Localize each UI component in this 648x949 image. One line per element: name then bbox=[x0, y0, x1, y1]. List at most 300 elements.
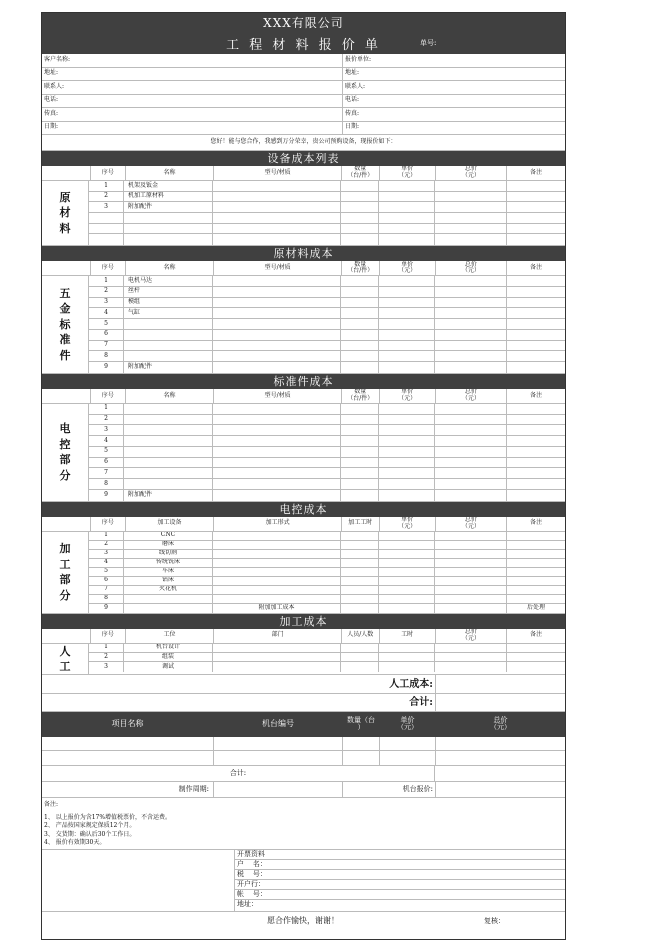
info-right-label: 电话: bbox=[345, 96, 360, 104]
footer-review: 复核： bbox=[484, 916, 505, 925]
row-form bbox=[213, 550, 341, 558]
row-cell[interactable] bbox=[435, 577, 507, 585]
row-cell[interactable] bbox=[435, 568, 507, 576]
row-cell[interactable] bbox=[379, 404, 435, 414]
col-form: 加工形式 bbox=[214, 517, 342, 531]
row-cell[interactable] bbox=[379, 550, 435, 558]
row-cell[interactable] bbox=[435, 415, 507, 425]
row-cell[interactable] bbox=[507, 425, 565, 435]
row-cell[interactable] bbox=[507, 234, 565, 245]
row-cell[interactable] bbox=[379, 224, 435, 234]
row-cell[interactable] bbox=[379, 362, 435, 373]
subtotal-row bbox=[42, 694, 565, 712]
invoice-fields bbox=[235, 850, 565, 911]
row-cell[interactable] bbox=[507, 308, 565, 318]
table-row bbox=[89, 468, 565, 479]
row-cell[interactable] bbox=[213, 234, 341, 245]
row-cell[interactable] bbox=[507, 276, 565, 286]
row-cell[interactable] bbox=[341, 287, 379, 297]
row-equip: CNC bbox=[124, 532, 213, 540]
table-row bbox=[89, 330, 565, 341]
labor-cost-row bbox=[42, 675, 565, 694]
row-cell[interactable] bbox=[507, 436, 565, 446]
row-cell[interactable] bbox=[341, 298, 379, 308]
row-cell[interactable] bbox=[435, 192, 507, 202]
row-equip: 线切割 bbox=[124, 550, 213, 558]
side-char: 控 bbox=[59, 437, 71, 451]
row-cell[interactable] bbox=[213, 415, 341, 425]
row-cell[interactable] bbox=[341, 447, 379, 457]
side-char: 料 bbox=[59, 221, 71, 235]
row-cell[interactable] bbox=[213, 362, 341, 373]
greeting-row bbox=[42, 135, 565, 151]
row-equip: 传统铣床 bbox=[124, 559, 213, 567]
row-cell[interactable] bbox=[341, 468, 379, 478]
row-cell[interactable] bbox=[379, 568, 435, 576]
invoice-block bbox=[42, 850, 565, 912]
row-cell[interactable] bbox=[435, 479, 507, 489]
row-cell[interactable] bbox=[213, 490, 341, 501]
info-left-label: 地址: bbox=[42, 68, 343, 81]
row-cell[interactable] bbox=[435, 298, 507, 308]
row-cell[interactable] bbox=[507, 404, 565, 414]
row-cell[interactable] bbox=[341, 458, 379, 468]
row-cell[interactable] bbox=[213, 276, 341, 286]
col-unit-price: 单价 （元） bbox=[380, 712, 436, 736]
row-seq bbox=[89, 213, 124, 223]
row-form bbox=[213, 568, 341, 576]
table-row bbox=[89, 425, 565, 436]
row-cell[interactable] bbox=[435, 662, 507, 671]
row-cell[interactable] bbox=[379, 351, 435, 361]
side-char: 准 bbox=[59, 333, 71, 347]
row-cell[interactable] bbox=[435, 468, 507, 478]
row-cell[interactable] bbox=[379, 436, 435, 446]
side-char: 材 bbox=[59, 206, 71, 220]
row-cell[interactable] bbox=[379, 468, 435, 478]
row-name: 模组 bbox=[124, 298, 213, 308]
row-seq: 1 bbox=[89, 404, 124, 414]
section1-side-label bbox=[42, 181, 89, 245]
row-cell[interactable] bbox=[379, 662, 435, 671]
row-cell[interactable] bbox=[341, 532, 379, 540]
col-machine-no: 机台编号 bbox=[214, 712, 343, 736]
row-cell[interactable] bbox=[379, 577, 435, 585]
row-cell[interactable] bbox=[341, 330, 379, 340]
row-seq: 3 bbox=[89, 202, 124, 212]
row-cell[interactable] bbox=[379, 287, 435, 297]
info-left-label: 联系人: bbox=[42, 81, 343, 94]
row-cell[interactable] bbox=[507, 662, 565, 671]
col-staff: 人员/人数 bbox=[342, 629, 380, 643]
row-equip: 火花机 bbox=[124, 586, 213, 594]
row-cell[interactable] bbox=[435, 330, 507, 340]
side-char: 人 bbox=[59, 644, 71, 658]
row-seq: 6 bbox=[89, 577, 124, 585]
row-cell[interactable] bbox=[379, 330, 435, 340]
col-name: 名称 bbox=[126, 261, 215, 275]
row-cell[interactable] bbox=[341, 577, 379, 585]
row-cell[interactable] bbox=[341, 202, 379, 212]
side-char: 部 bbox=[59, 573, 71, 587]
row-seq: 7 bbox=[89, 468, 124, 478]
row-cell[interactable] bbox=[341, 415, 379, 425]
row-form bbox=[213, 541, 341, 549]
row-cell[interactable] bbox=[379, 559, 435, 567]
row-cell[interactable] bbox=[341, 425, 379, 435]
section2-header bbox=[42, 261, 565, 276]
row-remark bbox=[507, 568, 565, 576]
row-cell[interactable] bbox=[341, 595, 379, 603]
row-cell[interactable] bbox=[507, 644, 565, 652]
row-cell[interactable] bbox=[435, 595, 507, 603]
row-cell[interactable] bbox=[379, 425, 435, 435]
row-cell[interactable] bbox=[435, 541, 507, 549]
row-cell[interactable] bbox=[435, 276, 507, 286]
row-seq: 5 bbox=[89, 447, 124, 457]
row-name: 附加配件 bbox=[124, 490, 213, 501]
row-cell[interactable] bbox=[341, 653, 379, 661]
row-cell[interactable] bbox=[435, 532, 507, 540]
remark-line: 4、 报价有效期30天。 bbox=[44, 839, 106, 847]
cycle-label: 制作周期: bbox=[42, 782, 214, 797]
col-model: 型号/材质 bbox=[214, 261, 342, 275]
row-cell[interactable] bbox=[379, 490, 435, 501]
row-seq: 6 bbox=[89, 330, 124, 340]
section3-body bbox=[42, 404, 565, 502]
row-cell[interactable] bbox=[213, 436, 341, 446]
row-cell[interactable] bbox=[379, 276, 435, 286]
row-form bbox=[213, 532, 341, 540]
row-cell[interactable] bbox=[213, 644, 341, 652]
row-cell[interactable] bbox=[435, 458, 507, 468]
col-seq: 序号 bbox=[91, 629, 126, 643]
greeting: 您好！能与您合作，我感到万分荣幸，贵公司预购设备，现报价如下： bbox=[210, 138, 397, 146]
row-cell[interactable] bbox=[379, 479, 435, 489]
labor-cost-value[interactable] bbox=[435, 675, 565, 693]
col-hours: 工时 bbox=[380, 629, 436, 643]
row-cell[interactable] bbox=[435, 490, 507, 501]
row-cell[interactable] bbox=[507, 181, 565, 191]
table-row bbox=[89, 341, 565, 352]
row-cell[interactable] bbox=[341, 362, 379, 373]
row-name bbox=[124, 213, 213, 223]
row-cell[interactable] bbox=[341, 234, 379, 245]
row-cell[interactable] bbox=[435, 559, 507, 567]
row-cell[interactable] bbox=[341, 479, 379, 489]
side-char: 五 bbox=[59, 287, 71, 301]
row-seq: 5 bbox=[89, 319, 124, 329]
summary-row bbox=[42, 737, 565, 751]
row-cell[interactable] bbox=[213, 479, 341, 489]
row-seq: 3 bbox=[89, 425, 124, 435]
row-cell[interactable] bbox=[213, 425, 341, 435]
row-cell[interactable] bbox=[341, 319, 379, 329]
row-cell[interactable] bbox=[507, 479, 565, 489]
row-cell[interactable] bbox=[379, 595, 435, 603]
section1-band: 设备成本列表 bbox=[42, 151, 565, 166]
table-row bbox=[89, 479, 565, 490]
row-cell[interactable] bbox=[379, 181, 435, 191]
row-cell[interactable] bbox=[379, 341, 435, 351]
remark-line: 1、 以上报价为含17%增值税票价，不含运费。 bbox=[44, 813, 172, 821]
table-row bbox=[89, 415, 565, 426]
section5-body bbox=[42, 644, 565, 676]
row-cell[interactable] bbox=[341, 308, 379, 318]
row-cell[interactable] bbox=[341, 568, 379, 576]
table-row bbox=[89, 568, 565, 577]
row-cell[interactable] bbox=[341, 644, 379, 652]
row-cell[interactable] bbox=[341, 224, 379, 234]
cycle-row bbox=[42, 782, 565, 798]
row-cell[interactable] bbox=[379, 213, 435, 223]
row-seq: 4 bbox=[89, 559, 124, 567]
subtotal-value[interactable] bbox=[435, 694, 565, 711]
row-cell[interactable] bbox=[507, 224, 565, 234]
row-seq: 6 bbox=[89, 458, 124, 468]
table-row bbox=[89, 604, 565, 613]
cycle-value[interactable] bbox=[214, 782, 343, 797]
row-cell[interactable] bbox=[507, 447, 565, 457]
row-name bbox=[124, 415, 213, 425]
row-seq: 1 bbox=[89, 276, 124, 286]
row-cell[interactable] bbox=[435, 234, 507, 245]
row-cell[interactable] bbox=[379, 541, 435, 549]
row-cell[interactable] bbox=[379, 604, 435, 613]
col-seq: 序号 bbox=[91, 517, 126, 531]
row-cell[interactable] bbox=[435, 362, 507, 373]
row-cell[interactable] bbox=[213, 202, 341, 212]
table-row bbox=[89, 436, 565, 447]
row-cell[interactable] bbox=[379, 415, 435, 425]
table-row bbox=[89, 458, 565, 469]
row-cell[interactable] bbox=[507, 362, 565, 373]
row-seq: 9 bbox=[89, 362, 124, 373]
row-cell[interactable] bbox=[507, 213, 565, 223]
side-char: 分 bbox=[59, 468, 71, 482]
row-cell[interactable] bbox=[213, 351, 341, 361]
row-seq: 4 bbox=[89, 436, 124, 446]
section5-header bbox=[42, 629, 565, 644]
side-char: 加 bbox=[59, 542, 71, 556]
row-cell[interactable] bbox=[341, 276, 379, 286]
info-right-label: 联系人: bbox=[345, 82, 366, 90]
remark-line: 3、 交货期：确认后30个工作日。 bbox=[44, 830, 136, 838]
row-cell[interactable] bbox=[341, 550, 379, 558]
row-cell[interactable] bbox=[435, 202, 507, 212]
row-seq: 7 bbox=[89, 586, 124, 594]
row-remark bbox=[507, 595, 565, 603]
col-total: 总价 （元） bbox=[436, 517, 508, 531]
row-cell[interactable] bbox=[341, 604, 379, 613]
section1-body bbox=[42, 181, 565, 246]
row-cell[interactable] bbox=[379, 644, 435, 652]
summary-row bbox=[42, 751, 565, 766]
row-cell[interactable] bbox=[435, 213, 507, 223]
row-cell[interactable] bbox=[435, 319, 507, 329]
row-cell[interactable] bbox=[379, 298, 435, 308]
col-total: 总价 （元） bbox=[436, 629, 508, 643]
section2-band: 原材料成本 bbox=[42, 246, 565, 261]
machine-quote-value[interactable] bbox=[436, 782, 565, 797]
row-cell[interactable] bbox=[213, 287, 341, 297]
col-remark: 备注 bbox=[530, 168, 543, 176]
row-name: 丝杆 bbox=[124, 287, 213, 297]
row-seq: 2 bbox=[89, 541, 124, 549]
section2-side-label bbox=[42, 276, 89, 373]
row-seq: 3 bbox=[89, 550, 124, 558]
info-left-label: 客户名称: bbox=[42, 54, 343, 67]
table-row bbox=[89, 595, 565, 604]
row-cell[interactable] bbox=[213, 458, 341, 468]
row-cell[interactable] bbox=[341, 192, 379, 202]
col-post: 工位 bbox=[126, 629, 215, 643]
row-cell[interactable] bbox=[507, 415, 565, 425]
section3-band: 标准件成本 bbox=[42, 374, 565, 389]
row-name bbox=[124, 436, 213, 446]
row-cell[interactable] bbox=[435, 425, 507, 435]
row-name bbox=[124, 404, 213, 414]
row-cell[interactable] bbox=[213, 653, 341, 661]
row-post: 调试 bbox=[124, 662, 213, 671]
row-cell[interactable] bbox=[507, 202, 565, 212]
row-cell[interactable] bbox=[507, 351, 565, 361]
row-name bbox=[124, 468, 213, 478]
side-char: 分 bbox=[59, 588, 71, 602]
row-cell[interactable] bbox=[435, 586, 507, 594]
row-cell[interactable] bbox=[341, 351, 379, 361]
row-cell[interactable] bbox=[379, 458, 435, 468]
row-cell[interactable] bbox=[507, 653, 565, 661]
row-cell[interactable] bbox=[213, 181, 341, 191]
section4-side-label bbox=[42, 532, 89, 613]
row-cell[interactable] bbox=[507, 287, 565, 297]
row-cell[interactable] bbox=[507, 298, 565, 308]
row-seq: 9 bbox=[89, 604, 124, 613]
info-row bbox=[42, 108, 565, 122]
row-cell[interactable] bbox=[341, 559, 379, 567]
row-cell[interactable] bbox=[435, 181, 507, 191]
summary-header bbox=[42, 712, 565, 737]
row-post: 组装 bbox=[124, 653, 213, 661]
summary-total-value[interactable] bbox=[435, 766, 565, 781]
row-cell[interactable] bbox=[507, 458, 565, 468]
row-cell[interactable] bbox=[341, 541, 379, 549]
row-remark bbox=[507, 559, 565, 567]
row-cell[interactable] bbox=[435, 224, 507, 234]
row-cell[interactable] bbox=[379, 202, 435, 212]
row-cell[interactable] bbox=[213, 224, 341, 234]
row-cell[interactable] bbox=[213, 662, 341, 671]
row-cell[interactable] bbox=[213, 192, 341, 202]
side-char: 工 bbox=[59, 660, 71, 674]
row-cell[interactable] bbox=[341, 436, 379, 446]
table-row bbox=[89, 287, 565, 298]
invoice-field: 税 号： bbox=[235, 870, 565, 880]
table-row bbox=[89, 644, 565, 653]
row-cell[interactable] bbox=[507, 192, 565, 202]
row-cell[interactable] bbox=[379, 586, 435, 594]
table-row bbox=[89, 490, 565, 501]
row-cell[interactable] bbox=[379, 653, 435, 661]
row-cell[interactable] bbox=[435, 341, 507, 351]
row-form: 附加加工成本 bbox=[213, 604, 341, 613]
row-cell[interactable] bbox=[435, 653, 507, 661]
table-row bbox=[89, 298, 565, 309]
row-cell[interactable] bbox=[507, 468, 565, 478]
row-cell[interactable] bbox=[379, 319, 435, 329]
row-cell[interactable] bbox=[379, 447, 435, 457]
row-cell[interactable] bbox=[435, 404, 507, 414]
row-cell[interactable] bbox=[213, 330, 341, 340]
summary-total-label: 合计: bbox=[42, 766, 435, 781]
row-cell[interactable] bbox=[213, 447, 341, 457]
table-row bbox=[89, 653, 565, 662]
row-cell[interactable] bbox=[213, 308, 341, 318]
row-cell[interactable] bbox=[435, 308, 507, 318]
row-name bbox=[124, 351, 213, 361]
row-cell[interactable] bbox=[507, 341, 565, 351]
row-cell[interactable] bbox=[379, 308, 435, 318]
row-cell[interactable] bbox=[341, 586, 379, 594]
row-remark: 后处理 bbox=[526, 603, 545, 611]
row-cell[interactable] bbox=[341, 662, 379, 671]
row-cell[interactable] bbox=[341, 341, 379, 351]
row-cell[interactable] bbox=[213, 341, 341, 351]
row-cell[interactable] bbox=[507, 319, 565, 329]
row-cell[interactable] bbox=[379, 532, 435, 540]
table-row bbox=[89, 192, 565, 203]
row-seq: 1 bbox=[89, 532, 124, 540]
table-row bbox=[89, 447, 565, 458]
row-form bbox=[213, 595, 341, 603]
row-cell[interactable] bbox=[341, 490, 379, 501]
row-cell[interactable] bbox=[213, 213, 341, 223]
row-cell[interactable] bbox=[213, 298, 341, 308]
side-char: 工 bbox=[59, 557, 71, 571]
table-row bbox=[89, 351, 565, 362]
info-right-label: 报价单位: bbox=[345, 55, 372, 63]
col-remark: 备注 bbox=[530, 519, 543, 527]
row-cell[interactable] bbox=[213, 468, 341, 478]
row-cell[interactable] bbox=[435, 644, 507, 652]
row-name bbox=[124, 224, 213, 234]
invoice-field: 帐 号： bbox=[235, 890, 565, 900]
row-cell[interactable] bbox=[435, 436, 507, 446]
col-model: 型号/材质 bbox=[214, 166, 342, 180]
row-cell[interactable] bbox=[341, 181, 379, 191]
remarks-title: 备注: bbox=[44, 801, 59, 809]
row-cell[interactable] bbox=[435, 604, 507, 613]
row-cell[interactable] bbox=[213, 404, 341, 414]
row-cell[interactable] bbox=[435, 287, 507, 297]
row-cell[interactable] bbox=[435, 447, 507, 457]
row-form bbox=[213, 586, 341, 594]
table-row bbox=[89, 559, 565, 568]
row-cell[interactable] bbox=[507, 490, 565, 501]
row-cell[interactable] bbox=[341, 213, 379, 223]
row-cell[interactable] bbox=[379, 234, 435, 245]
row-cell[interactable] bbox=[341, 404, 379, 414]
col-unit-price: 单价 （元） bbox=[380, 261, 436, 275]
row-cell[interactable] bbox=[379, 192, 435, 202]
row-seq: 5 bbox=[89, 568, 124, 576]
row-cell[interactable] bbox=[213, 319, 341, 329]
row-cell[interactable] bbox=[435, 550, 507, 558]
row-cell[interactable] bbox=[435, 351, 507, 361]
table-row bbox=[89, 662, 565, 671]
row-cell[interactable] bbox=[507, 330, 565, 340]
